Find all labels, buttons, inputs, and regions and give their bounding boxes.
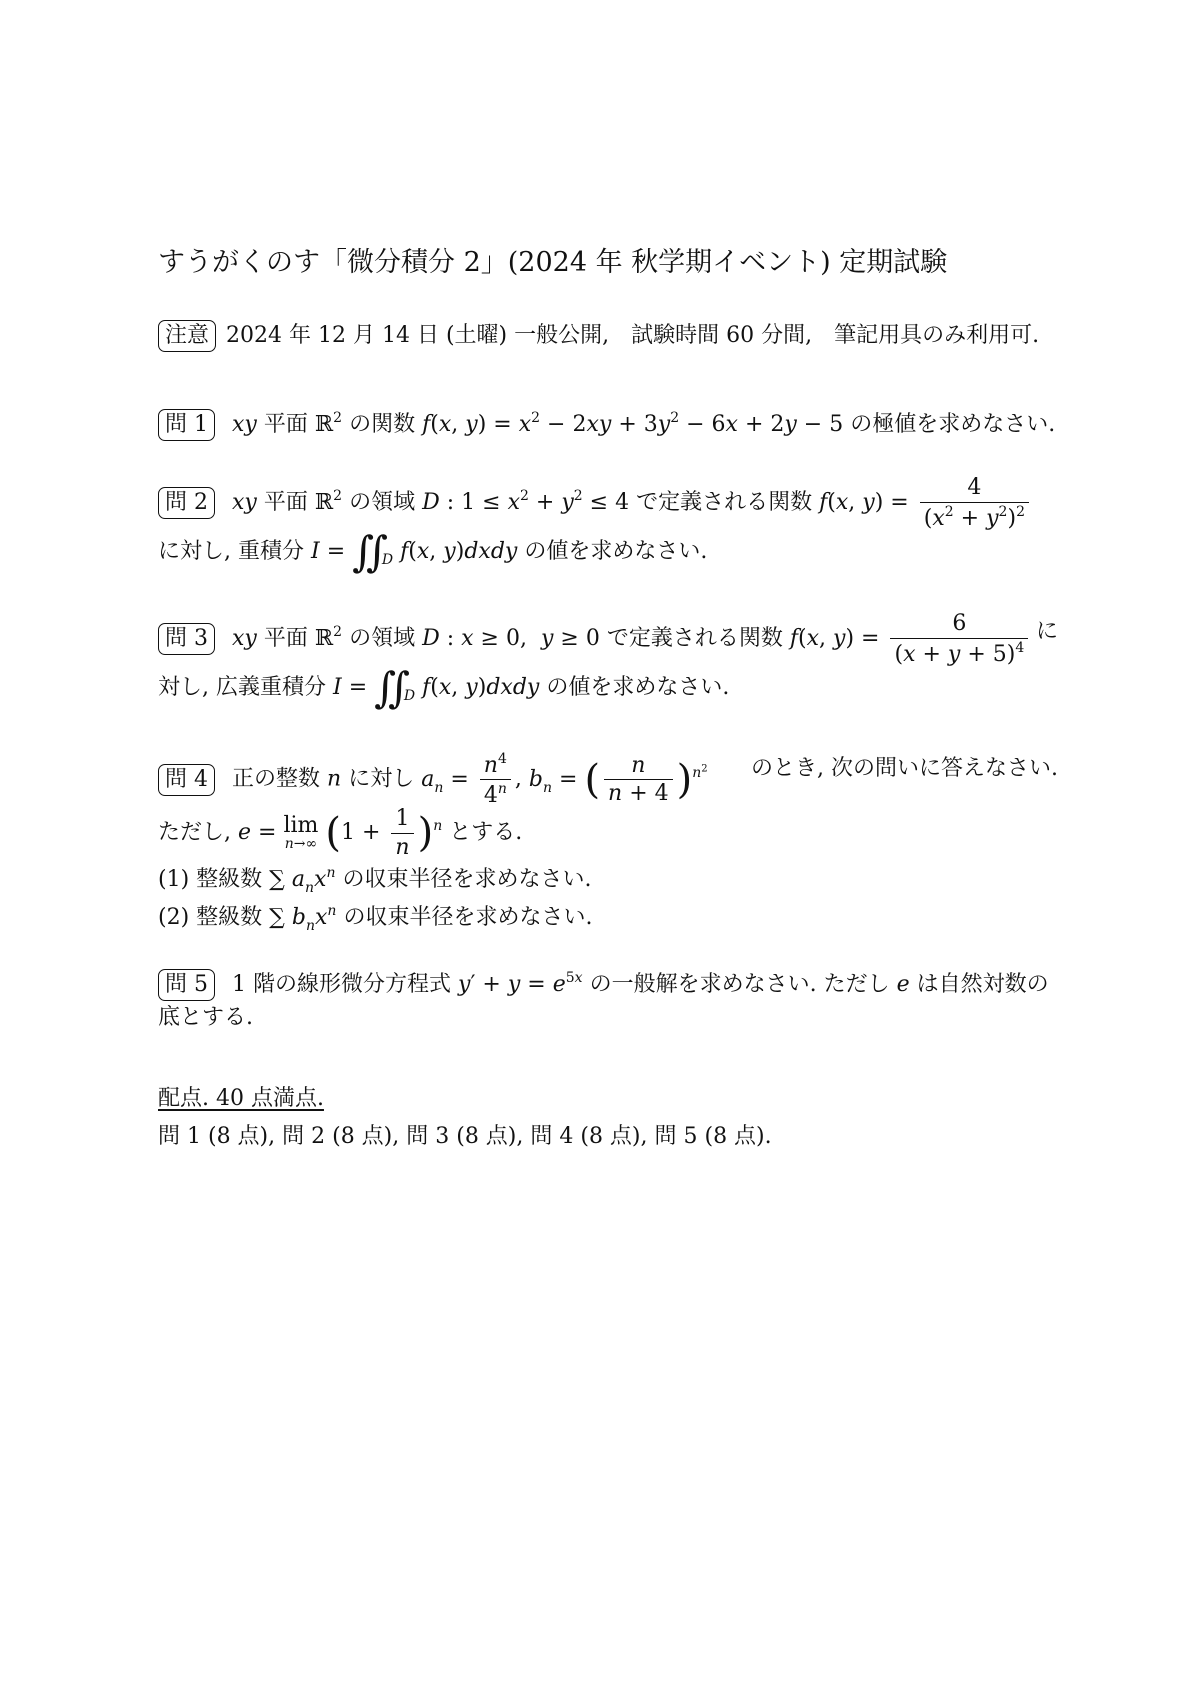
q2-text-b: の領域: [349, 490, 416, 515]
q2-fraction: $\frac{4}{(x^2 + y^2)^2}$: [920, 476, 1029, 529]
q2-text-a: 平面: [263, 490, 308, 515]
scoring-heading: 配点. 40 点満点.: [158, 1086, 324, 1111]
q3-text-a: 平面: [263, 626, 308, 651]
q2-text-c: で定義される関数: [636, 490, 813, 515]
q4-text-b: に対し: [348, 766, 415, 792]
q2-text-e: の値を求めなさい.: [524, 539, 708, 564]
q4-text-c: のとき, 次の問いに答えなさい.: [751, 756, 1058, 781]
q3-text-b: の領域: [349, 626, 416, 651]
question-5-label: 問 5: [158, 969, 215, 1001]
question-1: 問 1 xy 平面 ℝ$^2$ の関数 f(x, $y) = x^2 - 2xy + 3y^2 - 6x + 2y - 5$ の極値を求めなさい.: [158, 400, 1058, 443]
q5-text-b: の一般解を求めなさい. ただし: [589, 972, 890, 997]
q3-text-f: の値を求めなさい.: [546, 675, 730, 700]
scoring: [158, 1080, 1058, 1156]
q3-text-e: 対し, 広義重積分: [158, 675, 326, 700]
question-3-label: 問 3: [158, 623, 215, 655]
q3-text-d: に: [1035, 619, 1058, 644]
notice-line: [158, 318, 1058, 354]
question-4: 問 4 正の整数 n に対し $a_n$ = $\frac{n^4}{4^n}$ , $b_n$ = ( $\frac{n}{n + 4}$ )$^{n^2}$ のとき, 次の問いに答えなさい. ただし, e = lim n→∞ (1 + $\frac{1}{n}$ )$^n$ とする. (1) 整級数 ∑ $a_nx^n$ の収束半径を求めなさい. (2) 整級数 ∑ $b_nx^n$ の収束半径を求めなさい.: [158, 740, 1058, 930]
q3-fraction: $\frac{6}{(x + y + 5)^4}$: [890, 612, 1028, 665]
q3-text-c: で定義される関数: [606, 626, 783, 651]
question-3: 問 3 xy 平面 ℝ$^2$ の領域 D : x ≥ 0, y ≥ 0 で定義される関数 f(x, y) = $\frac{6}{(x + y + 5)^4}$ に 対し, 広義重積分 $I = ∬_D$ f(x, y)dxdy の値を求めなさい.: [158, 604, 1058, 716]
q5-text-a: 1 階の線形微分方程式: [232, 972, 451, 997]
q4-text-d: ただし,: [158, 820, 231, 845]
q1-function: f(x, $y) = x^2 - 2xy + 3y^2 - 6x + 2y - 5$: [422, 410, 844, 437]
q4-sub-2: (2) 整級数 ∑ $b_nx^n$ の収束半径を求めなさい.: [158, 903, 593, 934]
question-2: 問 2 xy 平面 ℝ$^2$ の領域 D : $1 \le x^2 + y^2 \le 4$ で定義される関数 f(x, y) = $\frac{4}{(x^2 + y^2)^2}$ に対し, 重積分 $I = ∬_D$ f(x, y)dxdy の値を求めなさい.: [158, 468, 1058, 580]
notice-text: 2024 年 12 月 14 日 (土曜) 一般公開, 試験時間 60 分間, 筆記用具のみ利用可.: [226, 323, 1040, 348]
exam-title: すうがくのす「微分積分 2」(2024 年 秋学期イベント) 定期試験: [158, 247, 948, 278]
q1-text-a: 平面: [263, 412, 308, 437]
q1-text-c: の極値を求めなさい.: [850, 412, 1056, 437]
q2-text-d: に対し, 重積分: [158, 539, 304, 564]
scoring-breakdown: 問 1 (8 点), 問 2 (8 点), 問 3 (8 点), 問 4 (8 点), 問 5 (8 点).: [158, 1124, 772, 1149]
q4-sub-1: (1) 整級数 ∑ $a_nx^n$ の収束半径を求めなさい.: [158, 865, 592, 896]
q1-text-b: の関数: [349, 412, 416, 437]
q5-text-c: は自然対数の: [916, 972, 1049, 997]
notice-label: 注意: [158, 320, 216, 352]
question-2-label: 問 2: [158, 487, 215, 519]
question-1-label: 問 1: [158, 409, 215, 441]
q4-text-a: 正の整数: [232, 766, 321, 792]
q5-text-d: 底とする.: [158, 1005, 253, 1030]
q4-text-e: とする.: [449, 820, 523, 845]
question-4-label: 問 4: [158, 764, 215, 796]
question-5: 問 5 1 階の線形微分方程式 $y' + y = e^{5x}$ の一般解を求めなさい. ただし e は自然対数の 底とする.: [158, 970, 1049, 1030]
